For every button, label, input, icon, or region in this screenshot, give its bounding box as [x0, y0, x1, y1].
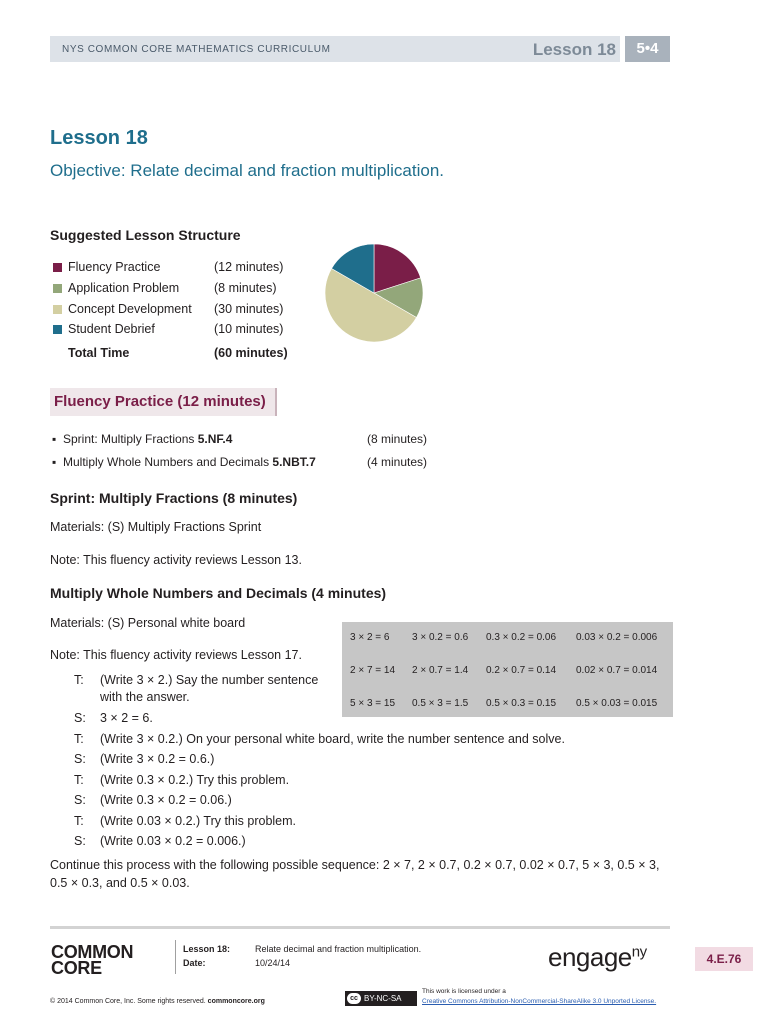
bullet-icon: ▪ [52, 455, 57, 469]
speaker: S: [74, 711, 86, 725]
bullet-time: (8 minutes) [367, 432, 428, 446]
dialogue-text: 3 × 2 = 6. [100, 711, 153, 725]
structure-row [53, 281, 313, 301]
common-core-logo [51, 944, 133, 976]
footer-lesson-label: Lesson 18: [183, 944, 231, 954]
structure-row [53, 260, 313, 280]
footer-lesson-value: Relate decimal and fraction multiplication. [255, 944, 422, 954]
structure-time: (10 minutes) [214, 322, 284, 336]
speaker: T: [74, 732, 84, 746]
table-cell: 3 × 0.2 = 0.6 [412, 632, 469, 643]
structure-label: Fluency Practice [68, 260, 161, 274]
dialogue-text: (Write 0.03 × 0.2.) Try this problem. [100, 814, 297, 828]
dialogue-text: (Write 0.3 × 0.2.) Try this problem. [100, 773, 290, 787]
total-row [68, 346, 328, 360]
dialogue-line [74, 814, 674, 830]
brand-text: engage [548, 942, 632, 972]
table-cell: 0.5 × 3 = 1.5 [412, 698, 469, 709]
structure-time: (30 minutes) [214, 302, 284, 316]
total-time: (60 minutes) [214, 346, 288, 360]
logo-line: COMMON [51, 942, 134, 962]
table-cell: 0.03 × 0.2 = 0.006 [576, 632, 658, 643]
dialogue-line [74, 752, 674, 768]
bullet-icon: ▪ [52, 432, 57, 446]
bullet-text: Multiply Whole Numbers and Decimals [63, 455, 273, 469]
structure-time: (12 minutes) [214, 260, 284, 274]
logo-line: CORE [51, 958, 102, 978]
dialogue-line [74, 793, 674, 809]
fluency-heading: Fluency Practice (12 minutes) [54, 393, 266, 410]
dialogue-line [74, 773, 674, 789]
license-text: This work is licensed under a [422, 988, 506, 995]
continue-text: Continue this process with the following possible sequence: 2 × 7, 2 × 0.7, 0.2 × 0.7, 0.02 × 0.7, 5 × 3, 0.5 × 3, [50, 858, 660, 872]
page-number: 4.E.76 [695, 947, 753, 971]
curriculum-label: NYS COMMON CORE MATHEMATICS CURRICULUM [62, 44, 331, 55]
bullet-time: (4 minutes) [367, 455, 428, 469]
speaker: S: [74, 834, 86, 848]
mwnd-heading: Multiply Whole Numbers and Decimals (4 minutes) [50, 585, 387, 601]
table-cell: 3 × 2 = 6 [350, 632, 390, 643]
header-lesson: Lesson 18 [532, 40, 616, 59]
concept-swatch [53, 305, 62, 314]
mwnd-note: Note: This fluency activity reviews Lesson 17. [50, 648, 302, 662]
mwnd-materials: Materials: (S) Personal white board [50, 616, 246, 630]
table-cell: 0.02 × 0.7 = 0.014 [576, 665, 658, 676]
dialogue-text: (Write 3 × 0.2 = 0.6.) [100, 752, 215, 766]
structure-time: (8 minutes) [214, 281, 277, 295]
bullet-text: Sprint: Multiply Fractions [63, 432, 198, 446]
objective: Objective: Relate decimal and fraction multiplication. [50, 161, 445, 180]
table-cell: 0.2 × 0.7 = 0.14 [486, 665, 557, 676]
page-title: Lesson 18 [50, 127, 148, 149]
copyright-text: © 2014 Common Core, Inc. Some rights reserved. [50, 998, 208, 1005]
continue-text: 0.5 × 0.3, and 0.5 × 0.03. [50, 876, 190, 890]
footer-date-value: 10/24/14 [255, 958, 291, 968]
dialogue-line [74, 732, 694, 748]
fluency-swatch [53, 263, 62, 272]
speaker: T: [74, 814, 84, 828]
speaker: S: [74, 793, 86, 807]
copyright-site[interactable]: commoncore.org [207, 998, 265, 1005]
footer-date-label: Date: [183, 958, 206, 968]
problem-table [342, 622, 673, 717]
structure-row [53, 302, 313, 322]
structure-label: Application Problem [68, 281, 180, 295]
debrief-swatch [53, 325, 62, 334]
copyright [50, 998, 265, 1005]
cc-icon: cc [347, 993, 361, 1004]
structure-row [53, 322, 313, 342]
dialogue-text: (Write 3 × 0.2.) On your personal white board, write the number sentence and solve. [100, 732, 565, 746]
sprint-materials: Materials: (S) Multiply Fractions Sprint [50, 520, 262, 534]
dialogue-text: with the answer. [100, 690, 190, 704]
lesson-pie-chart [324, 242, 424, 344]
dialogue-line [74, 834, 674, 850]
license-link[interactable]: Creative Commons Attribution-NonCommercial-ShareAlike 3.0 Unported License. [422, 998, 657, 1005]
dialogue-text: (Write 0.03 × 0.2 = 0.006.) [100, 834, 246, 848]
dialogue-text: (Write 3 × 2.) Say the number sentence [100, 673, 319, 687]
table-cell: 0.3 × 0.2 = 0.06 [486, 632, 557, 643]
structure-label: Student Debrief [68, 322, 155, 336]
dialogue-line [74, 673, 344, 707]
engageny-logo [548, 942, 647, 973]
footer-rule [50, 926, 670, 929]
structure-heading: Suggested Lesson Structure [50, 227, 241, 243]
speaker: S: [74, 752, 86, 766]
footer-divider [175, 940, 176, 974]
table-cell: 2 × 0.7 = 1.4 [412, 665, 469, 676]
speaker: T: [74, 673, 84, 687]
table-cell: 0.5 × 0.3 = 0.15 [486, 698, 557, 709]
sprint-heading: Sprint: Multiply Fractions (8 minutes) [50, 490, 298, 506]
cc-license-badge[interactable] [345, 991, 417, 1006]
total-label: Total Time [68, 346, 130, 360]
speaker: T: [74, 773, 84, 787]
brand-sup: ny [631, 943, 647, 961]
standard-code: 5.NF.4 [197, 432, 233, 446]
dialogue-text: (Write 0.3 × 0.2 = 0.06.) [100, 793, 232, 807]
sprint-note: Note: This fluency activity reviews Lesson 13. [50, 553, 302, 567]
dialogue-line [74, 711, 674, 727]
structure-label: Concept Development [68, 302, 192, 316]
standard-code: 5.NBT.7 [272, 455, 316, 469]
application-swatch [53, 284, 62, 293]
table-cell: 5 × 3 = 15 [350, 698, 396, 709]
table-cell: 2 × 7 = 14 [350, 665, 396, 676]
badge-text: BY-NC-SA [364, 994, 402, 1003]
module-badge: 5•4 [625, 36, 670, 62]
table-cell: 0.5 × 0.03 = 0.015 [576, 698, 658, 709]
